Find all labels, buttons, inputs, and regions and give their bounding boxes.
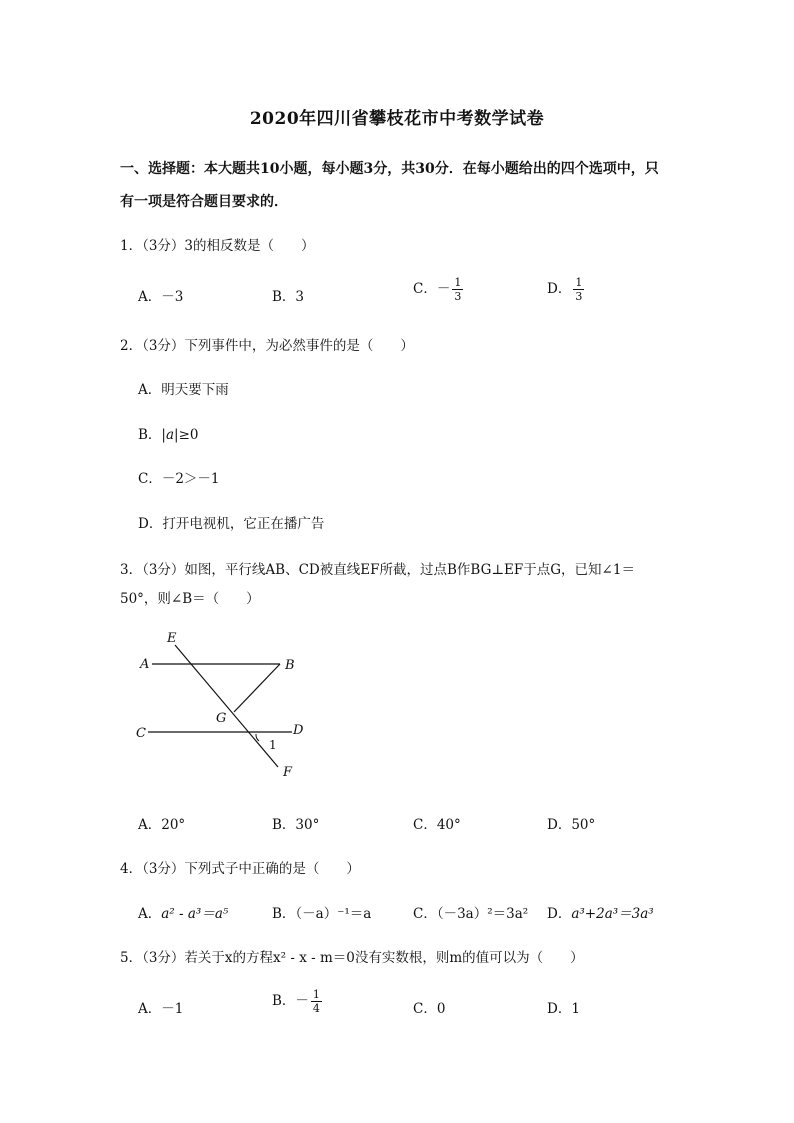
q2-b-prefix: B．| <box>138 427 166 443</box>
q3-stem-line2: 50°，则∠B＝（ ） <box>120 591 260 607</box>
label-a: A <box>140 657 150 672</box>
q2-option-d: D．打开电视机，它正在播广告 <box>138 516 325 532</box>
q1-option-b: B．3 <box>272 289 305 305</box>
q1-option-d-label: D． <box>547 281 572 297</box>
q1-c-numerator: 1 <box>454 276 462 289</box>
q5-option-d: D．1 <box>547 1001 580 1017</box>
label-c: C <box>136 726 146 741</box>
q4-option-b <box>272 902 371 922</box>
section-heading-line1: 一、选择题：本大题共10小题，每小题3分，共30分．在每小题给出的四个选项中，只 <box>120 161 659 177</box>
q4-d-expression: a³+2a³＝3a³ <box>571 906 654 922</box>
angle-1-arc <box>256 734 259 741</box>
q1-c-denominator: 3 <box>454 290 462 303</box>
q4-c-label: C． <box>413 906 437 922</box>
q4-b-label: B． <box>272 906 296 922</box>
q4-c-expression: （－3a）²＝3a² <box>436 906 529 922</box>
q5-option-b <box>272 988 322 1015</box>
q4-d-label: D． <box>547 906 572 922</box>
q1-option-d <box>547 276 584 303</box>
section-heading-line2: 有一项是符合题目要求的． <box>120 194 288 210</box>
q5-b-numerator: 1 <box>312 988 320 1001</box>
q3-option-b: B．30° <box>272 817 320 833</box>
q4-stem: 4．（3分）下列式子中正确的是（ ） <box>120 861 360 877</box>
q5-option-b-label: B．－ <box>272 993 309 1009</box>
label-d: D <box>293 723 304 738</box>
line-ef <box>175 645 278 767</box>
q1-stem: 1．（3分）3的相反数是（ ） <box>120 238 315 254</box>
q4-a-expression: a² - a³＝a⁵ <box>161 906 229 922</box>
q1-d-denominator: 3 <box>575 290 583 303</box>
q3-option-d: D．50° <box>547 817 596 833</box>
q2-stem: 2．（3分）下列事件中，为必然事件的是（ ） <box>120 338 414 354</box>
label-g: G <box>216 711 227 726</box>
q3-geometry-figure <box>130 625 320 785</box>
page-title: 2020年四川省攀枝花市中考数学试卷 <box>249 109 545 129</box>
label-angle-1: 1 <box>269 738 277 752</box>
q4-option-d <box>547 902 654 922</box>
q2-option-b <box>138 423 199 443</box>
q5-option-c: C．0 <box>413 1001 446 1017</box>
label-b: B <box>285 658 295 673</box>
q4-option-c <box>413 902 528 922</box>
q5-stem: 5．（3分）若关于x的方程x² - x - m＝0没有实数根，则m的值可以为（ ） <box>120 950 584 966</box>
q1-option-c-fraction <box>452 276 463 303</box>
q1-d-numerator: 1 <box>575 276 583 289</box>
q1-option-c-label: C．－ <box>413 281 451 297</box>
label-e: E <box>167 631 177 646</box>
q2-option-c: C．－2＞－1 <box>138 471 220 487</box>
q1-option-c <box>413 276 463 303</box>
q4-option-a <box>138 902 228 922</box>
q3-option-c: C．40° <box>413 817 461 833</box>
q1-option-d-fraction <box>573 276 584 303</box>
q2-option-a: A．明天要下雨 <box>138 382 229 398</box>
q2-b-variable: a <box>165 427 175 443</box>
q5-b-denominator: 4 <box>312 1002 320 1015</box>
q5-option-b-fraction <box>311 988 322 1015</box>
q3-stem-line1: 3．（3分）如图，平行线AB、CD被直线EF所截，过点B作BG⊥EF于点G，已知∠1＝ <box>120 562 635 578</box>
label-f: F <box>283 765 293 780</box>
q1-option-a: A．－3 <box>138 289 184 305</box>
q4-b-expression: （－a）⁻¹＝a <box>295 906 372 922</box>
q5-option-a: A．－1 <box>138 1001 184 1017</box>
q3-option-a: A．20° <box>138 817 186 833</box>
segment-bg <box>234 664 280 712</box>
q4-a-label: A． <box>138 906 162 922</box>
q2-b-suffix: |≥0 <box>174 427 199 443</box>
